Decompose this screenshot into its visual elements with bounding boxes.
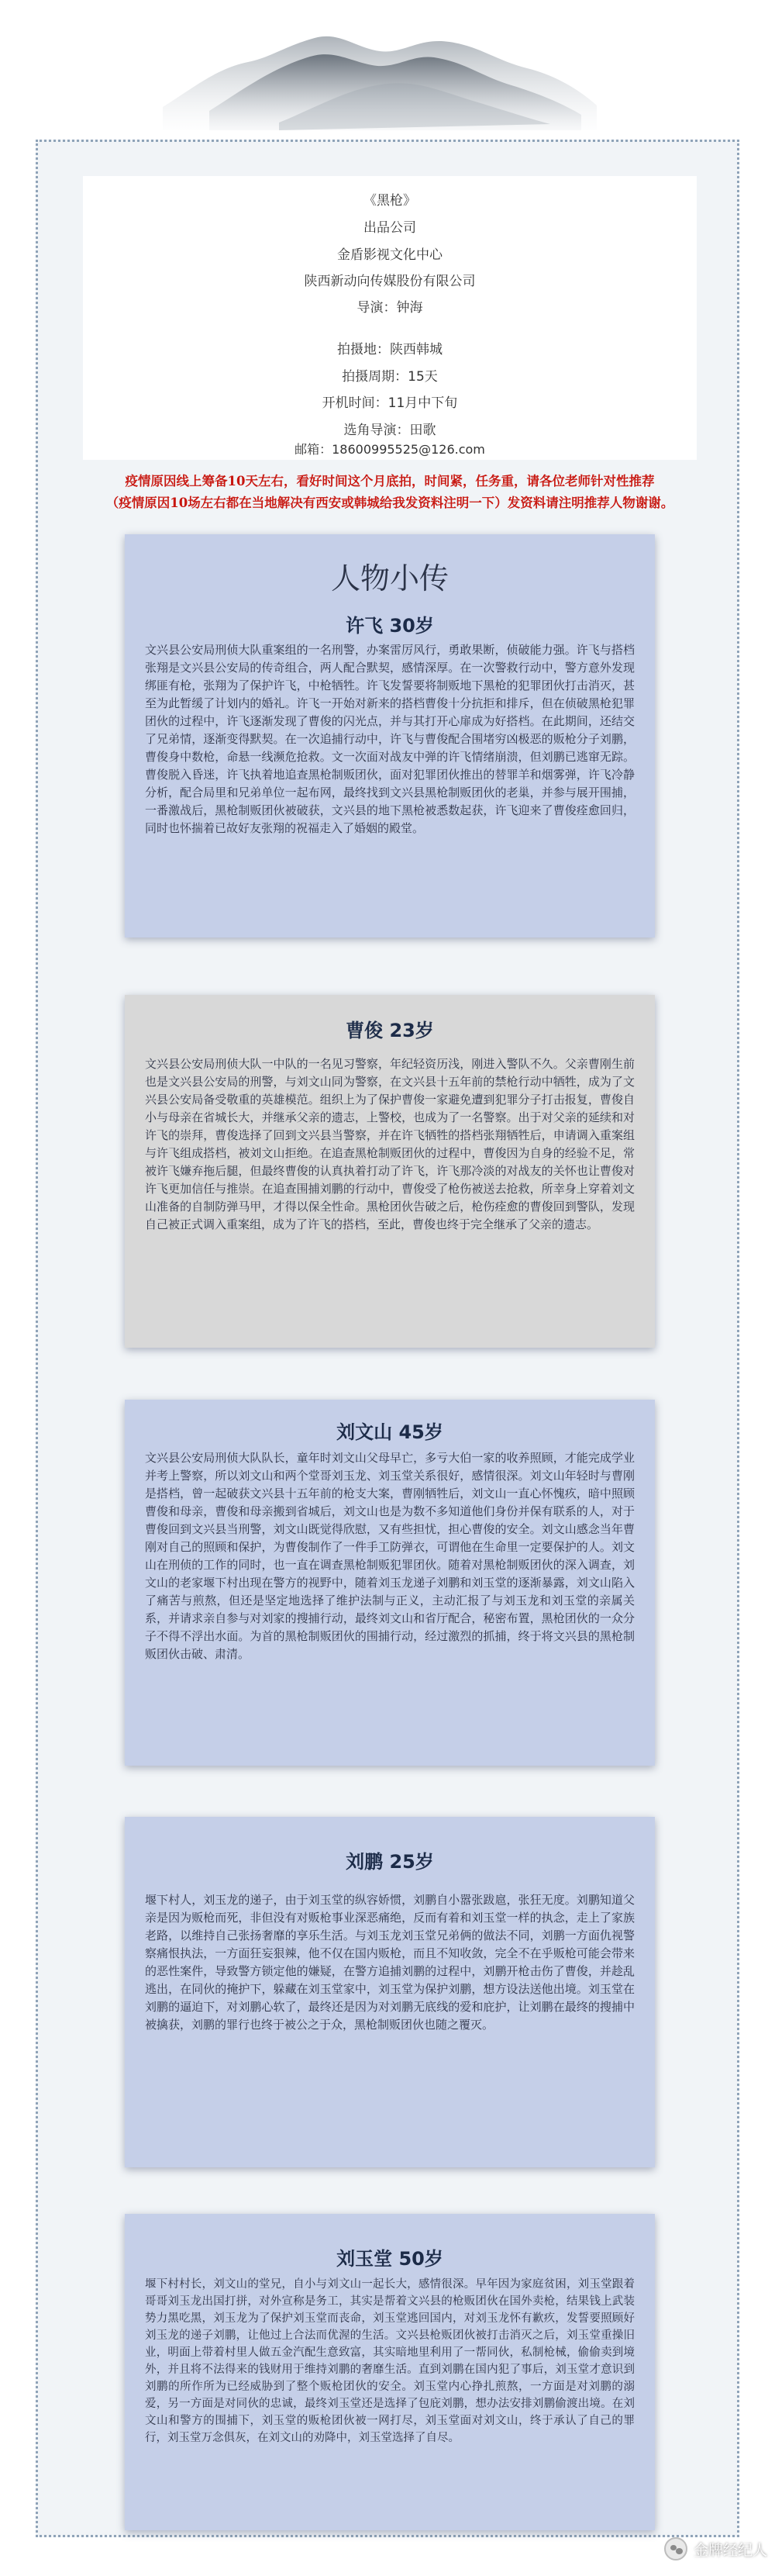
character-name: 刘鹏 25岁 xyxy=(346,1851,434,1873)
character-bio: 堰下村人，刘玉龙的递子，由于刘玉堂的纵容娇惯，刘鹏自小嚣张跋扈，张狂无度。刘鹏知道父亲是因为贩枪而死，非但没有对贩枪事业深恶痛绝，反而有着和刘玉堂一样的执念，走上了家族老路，以维持自己张扬奢靡的享乐生活。与刘玉龙刘玉堂兄弟俩的做法不同，刘鹏一方面仇视警察痛恨执法，一方面狂妄狠辣，他不仅在国内贩枪，而且不知收敛，完全不在乎贩枪可能会带来的恶性案件，导致警方锁定他的嫌疑，在警方追捕刘鹏的过程中，刘鹏开枪击伤了曹俊，并趁乱逃出，在同伙的掩护下，躲藏在刘玉堂家中，刘玉堂为保护刘鹏，想方设法送他出境。刘玉堂在刘鹏的逼迫下，对刘鹏心软了，最终还是因为对刘鹏无底线的爱和庇护，让刘鹏在最终的搜捕中被擒获，刘鹏的罪行也终于被公之于众，黑枪制贩团伙也随之覆灭。 xyxy=(145,1893,635,2032)
character-name: 许飞 30岁 xyxy=(346,615,434,637)
character-card-liuyutang xyxy=(125,2214,655,2530)
character-name: 刘文山 45岁 xyxy=(336,1421,443,1443)
email: 邮箱：18600995525@126.com xyxy=(294,442,485,457)
character-bio: 文兴县公安局刑侦大队队长，童年时刘文山父母早亡，多亏大伯一家的收养照顾，才能完成学业并考上警察，所以刘文山和两个堂哥刘玉龙、刘玉堂关系很好，感情很深。刘文山年轻时与曹刚是搭档，曾一起破获文兴县十五年前的枪支大案，曹刚牺牲后，刘文山一直心怀愧疚，暗中照顾曹俊和母亲，曹俊和母亲搬到省城后，刘文山也是为数不多知道他们身份并保有联系的人，对于曹俊回到文兴县当刑警，刘文山既觉得欣慰，又有些担忧，担心曹俊的安全。刘文山感念当年曹刚对自己的照顾和保护，为曹俊制作了一件手工防弹衣，可谓他在生命里一定要保护的人。刘文山在刑侦的工作的同时，也一直在调查黑枪制贩犯罪团伙。随着对黑枪制贩团伙的深入调查，刘文山的老家堰下村出现在警方的视野中，随着刘玉龙递子刘鹏和刘玉堂的逐渐暴露，刘文山陷入了痛苦与煎熬，但还是坚定地选择了维护法制与正义，主动汇报了与刘玉龙和刘玉堂的亲属关系，并请求亲自参与对刘家的搜捕行动，最终刘文山和省厅配合，秘密布置，黑枪团伙的一众分子不得不浮出水面。为首的黑枪制贩团伙的围捕行动，经过激烈的抓捕，终于将文兴县的黑枪制贩团伙击破、肃清。 xyxy=(145,1451,635,1661)
character-bio: 堰下村村长，刘文山的堂兄，自小与刘文山一起长大，感情很深。早年因为家庭贫困，刘玉堂跟着哥哥刘玉龙出国打拼，对外宣称是务工，其实是帮着文兴县的枪贩团伙在国外卖枪，结果钱上武装势力黑吃黑，刘玉龙为了保护刘玉堂而丧命，刘玉堂逃回国内，对刘玉龙怀有歉疚，发誓要照顾好刘玉龙的递子刘鹏，让他过上合法而优渥的生活。文兴县枪贩团伙被打击消灭之后，刘玉堂重操旧业，明面上带着村里人做五金汽配生意致富，其实暗地里利用了一帮同伙，私制枪械，偷偷卖到境外，并且将不法得来的钱财用于维持刘鹏的奢靡生活。直到刘鹏在国内犯了事后，刘玉堂才意识到刘鹏的所作所为已经威胁到了整个贩枪团伙的安全。刘玉堂内心挣扎煎熬，一方面是对刘鹏的溺爱，另一方面是对同伙的忠诚，最终刘玉堂还是选择了包庇刘鹏，想办法安排刘鹏偷渡出境。在刘文山和警方的围捕下，刘玉堂的贩枪团伙被一网打尽，刘玉堂面对刘文山，终于承认了自己的罪行，刘玉堂万念俱灰，在刘文山的劝降中，刘玉堂选择了自尽。 xyxy=(145,2278,635,2444)
shooting-location: 拍摄地：陕西韩城 xyxy=(337,342,443,357)
production-info-box xyxy=(83,176,697,460)
producer-label: 出品公司 xyxy=(363,220,416,236)
character-card-liupeng xyxy=(125,1817,655,2167)
character-name: 曹俊 23岁 xyxy=(346,1020,434,1041)
wechat-icon xyxy=(664,2537,687,2560)
producer-company-1: 金盾影视文化中心 xyxy=(337,247,443,263)
character-name: 刘玉堂 50岁 xyxy=(336,2248,443,2270)
content-frame xyxy=(36,140,739,2537)
producer-company-2: 陕西新动向传媒股份有限公司 xyxy=(304,274,476,289)
casting-director: 选角导演：田歌 xyxy=(343,423,436,438)
notice-line-1: 疫情原因线上筹备10天左右，看好时间这个月底拍，时间紧，任务重，请各位老师针对性推荐 xyxy=(125,474,655,489)
shooting-period: 拍摄周期：15天 xyxy=(342,369,438,385)
film-title: 《黑枪》 xyxy=(363,193,416,209)
wechat-watermark xyxy=(664,2536,767,2562)
character-card-caojun xyxy=(125,995,655,1348)
character-card-xufei xyxy=(125,534,655,938)
character-bio: 文兴县公安局刑侦大队重案组的一名刑警，办案雷厉风行，勇敢果断，侦破能力强。许飞与搭档张翔是文兴县公安局的传奇组合，两人配合默契，感情深厚。在一次警救行动中，警方意外发现绑匪有枪，张翔为了保护许飞，中枪牺牲。许飞发誓要将制贩地下黑枪的犯罪团伙打击消灭，甚至为此暂缓了计划内的婚礼。许飞一开始对新来的搭档曹俊十分抗拒和排斥，但在侦破黑枪犯罪团伙的过程中，许飞逐渐发现了曹俊的闪光点，并与其打开心扉成为好搭档。在此期间，还结交了兄弟情，逐渐变得默契。在一次追捕行动中，许飞与曹俊配合围堵穷凶极恶的贩枪分子刘鹏，曹俊身中数枪，命悬一线濒危抢救。文一次面对战友中弹的许飞情绪崩溃，但刘鹏已逃窜无踪。曹俊脱入昏迷，许飞执着地追查黑枪制贩团伙，面对犯罪团伙推出的替罪羊和烟雾弹，许飞冷静分析，配合局里和兄弟单位一起布网，最终找到文兴县黑枪制贩团伙的老巢，并参与展开围捕，一番激战后，黑枪制贩团伙被破获，文兴县的地下黑枪被悉数起获，许飞迎来了曹俊痊愈回归，同时也怀揣着已故好友张翔的祝福走入了婚姻的殿堂。 xyxy=(145,643,635,835)
mountain-landscape-image xyxy=(163,14,597,130)
character-bio: 文兴县公安局刑侦大队一中队的一名见习警察，年纪轻资历浅，刚进入警队不久。父亲曹刚生前也是文兴县公安局的刑警，与刘文山同为警察，在文兴县十五年前的禁枪行动中牺牲，成为了文兴县公安局备受敬重的英雄模范。组织上为了保护曹俊一家避免遭到犯罪分子打击报复，曹俊自小与母亲在省城长大，并继承父亲的遗志，上警校，也成为了一名警察。出于对父亲的延续和对许飞的崇拜，曹俊选择了回到文兴县当警察，并在许飞牺牲的搭档张翔牺牲后，申请调入重案组与许飞组成搭档，被刘文山拒绝。在追查黑枪制贩团伙的过程中，曹俊因为自身的经验不足，常被许飞嫌弃拖后腿，但最终曹俊的认真执着打动了许飞，许飞那冷淡的对战友的关怀也让曹俊对许飞更加信任与推崇。在追查围捕刘鹏的行动中，曹俊受了枪伤被送去抢救，所幸身上穿着刘文山准备的自制防弹马甲，才得以保全性命。黑枪团伙告破之后，枪伤痊愈的曹俊回到警队，发现自己被正式调入重案组，成为了许飞的搭档，至此，曹俊也终于完全继承了父亲的遗志。 xyxy=(145,1057,635,1231)
notice-line-2: （疫情原因10场左右都在当地解决有西安或韩城给我发资料注明一下）发资料请注明推荐人物谢谢。 xyxy=(105,496,674,510)
start-time: 开机时间：11月中下旬 xyxy=(322,395,458,411)
director: 导演：钟海 xyxy=(356,300,423,316)
character-card-liuwenshan xyxy=(125,1400,655,1766)
section-title: 人物小传 xyxy=(330,561,449,596)
watermark-text: 金牌经纪人 xyxy=(693,2541,767,2559)
